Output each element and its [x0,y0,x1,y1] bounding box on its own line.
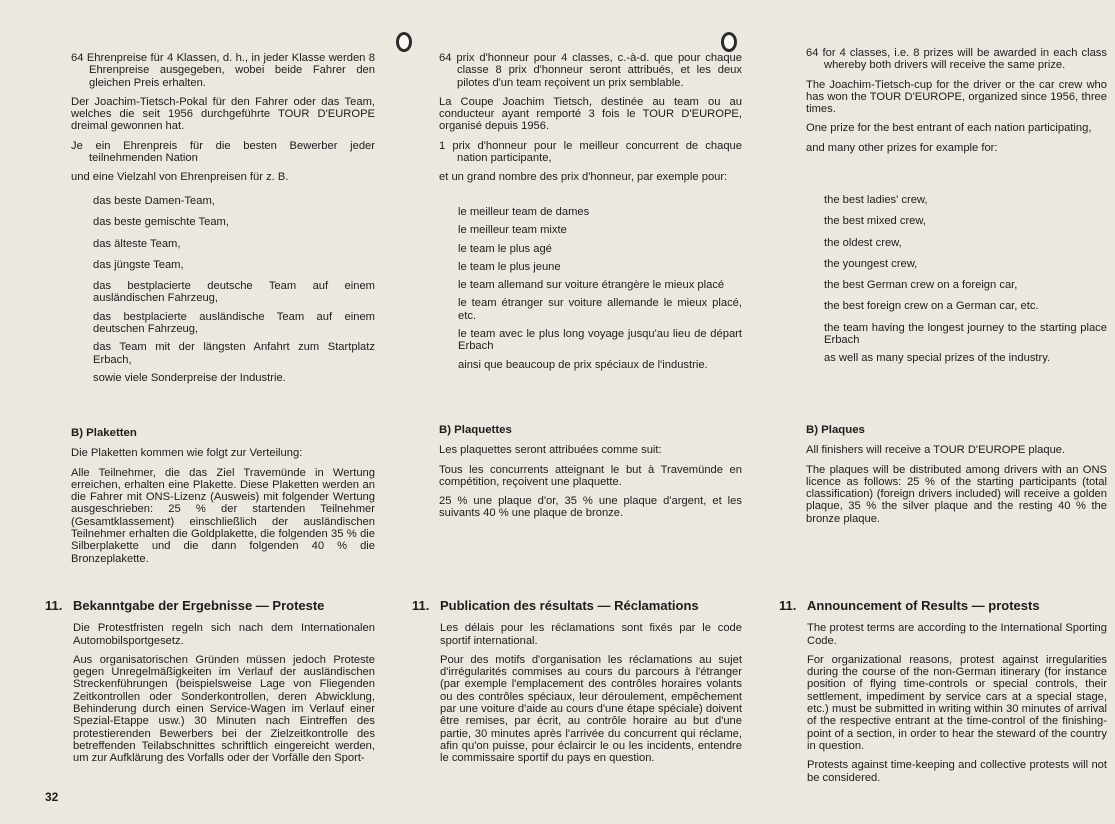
german-results-section [45,598,375,772]
paragraph: La Coupe Joachim Tietsch, destinée au team ou au conducteur ayant remporté 3 fois le TOUR D'EUROPE, organisé depuis 1956. [439,95,742,133]
french-results-section [412,598,742,772]
paragraph: The protest terms are according to the International Sporting Code. [807,622,1107,647]
list-item: das bestplacierte deutsche Team auf einem ausländischen Fahrzeug, [93,280,375,305]
list-item: le team avec le plus long voyage jusqu'au lieu de départ Erbach [458,328,742,353]
binder-hole [721,32,737,52]
list-item: the best mixed crew, [824,215,926,228]
german-prizes-column [71,52,375,191]
list-item: the oldest crew, [824,236,902,249]
paragraph: Tous les concurrents atteignant le but à Travemünde en compétition, reçoivent une plaquette. [439,463,742,488]
list-item: the team having the longest journey to the starting place Erbach [824,321,1107,347]
french-plaques [439,424,742,527]
paragraph: Alle Teilnehmer, die das Ziel Travemünde in Wertung erreichen, erhalten eine Plakette. Diese Plaketten werden an die Fahrer mit ONS-Lizenz (Ausweis) mit folgender Wertung ausgeschrieben: 25 % der startenden Teilnehmer (Gesamtklassement) einschließlich der ausländischen Teilnehmer erhalten die Goldplakette, die folgenden 35 % die Silberplakette und die dann folgenden 40 % die Bronzeplakette. [71,466,375,565]
paragraph: Aus organisatorischen Gründen müssen jedoch Proteste gegen Unregelmäßigkeiten im Verlauf der ausländischen Streckenführungen (beispielsweise Lage von Fliegenden Zeitkontrollen oder Sonderkontrollen, deren Abwicklung, Behinderung durch einen Service-Wagen im Verlauf einer Spezial-Etappe usw.) 30 Minuten nach Eintreffen des protestierenden Bewerbers bei der Zielzeitkontrolle des betreffenden Teilabschnittes schriftlich eingereicht werden, um zur Aufklärung des Vorfalls oder der Vorfälle den Sport- [73,653,375,765]
paragraph: The Joachim-Tietsch-cup for the driver or the car crew who has won the TOUR D'EUROPE, organized since 1956, three times. [806,78,1107,116]
binder-hole [396,32,412,52]
list-item: sowie viele Sonderpreise der Industrie. [93,371,286,384]
english-prizes-column [806,47,1107,161]
list-item: le team le plus jeune [458,260,561,273]
paragraph: One prize for the best entrant of each nation participating, [806,122,1092,135]
paragraph: 64 for 4 classes, i.e. 8 prizes will be awarded in each class whereby both drivers will receive the same prize. [806,47,1107,72]
english-results-section [779,598,1107,791]
german-prize-list [71,195,375,390]
french-prizes-column [439,52,742,191]
paragraph: 25 % une plaque d'or, 35 % une plaque d'argent, et les suivants 40 % une plaque de bronze. [439,495,742,520]
paragraph: et un grand nombre des prix d'honneur, par exemple pour: [439,171,728,184]
section-title [412,600,742,612]
section-heading: B) Plaketten [71,427,137,439]
section-title-text: Bekanntgabe der Ergebnisse — Proteste [73,598,325,613]
paragraph: 64 prix d'honneur pour 4 classes, c.-à-d. que pour chaque classe 8 prix d'honneur seront attribués, et les deux pilotes d'un team reçoivent un prix semblable. [439,52,742,89]
list-item: le team le plus agé [458,242,552,255]
english-plaques [806,424,1107,532]
list-item: the best German crew on a foreign car, [824,279,1018,292]
section-heading: B) Plaques [806,424,865,436]
section-number: 11. [412,598,430,613]
paragraph: Je ein Ehrenpreis für die besten Bewerber jeder teilnehmenden Nation [71,139,375,165]
list-item: le meilleur team mixte [458,224,567,237]
section-heading: B) Plaquettes [439,424,512,436]
section-number: 11. [779,598,797,613]
paragraph: The plaques will be distributed among drivers with an ONS licence as follows: 25 % of the starting participants (total classification) (foreign drivers included) will receive a golden plaque, 35 % the silver plaque and the resting 40 % the bronze plaque. [806,463,1107,525]
list-item: the best foreign crew on a German car, etc. [824,300,1039,313]
paragraph: For organizational reasons, protest against irregularities during the course of the non-German itinerary (for instance position of flying time-controls or special controls, their settlement, impediment by service cars at a special stage, etc.) must be submitted in writing within 30 minutes of arrival of the respective entrant at the time-control of the finishing-point of a section, in order to hear the steward of the country in question. [807,653,1107,752]
list-item: le team allemand sur voiture étrangère le mieux placé [458,279,725,292]
paragraph: Die Plaketten kommen wie folgt zur Verteilung: [71,447,303,460]
section-title-text: Publication des résultats — Réclamations [440,598,699,613]
english-prize-list [802,194,1107,371]
paragraph: Pour des motifs d'organisation les réclamations au sujet d'irrégularités commises au cours du parcours à l'étranger (par exemple l'emplacement des contrôles horaires volants ou des contrôles spéciaux, leur déroulement, empêchement par une voiture d'aide au cours d'une étape spéciale) doivent être remises, par écrit, au contrôle horaire au but d'une partie, 30 minutes après l'arrivée du concurrent qui réclame, afin qu'on puisse, pour éclaircir le ou les incidents, entendre le commissaire sportif du pays en question. [440,653,742,765]
list-item: das jüngste Team, [93,258,184,271]
list-item: as well as many special prizes of the industry. [824,352,1051,365]
section-number: 11. [45,598,63,613]
paragraph: and many other prizes for example for: [806,141,998,154]
paragraph: Les délais pour les réclamations sont fixés par le code sportif international. [440,622,742,647]
section-title-text: Announcement of Results — protests [807,598,1040,613]
list-item: das älteste Team, [93,237,181,250]
list-item: the youngest crew, [824,257,918,270]
list-item: das beste Damen-Team, [93,195,215,207]
paragraph: All finishers will receive a TOUR D'EUROPE plaque. [806,444,1066,457]
french-prize-list [436,206,742,377]
section-title [45,600,375,612]
paragraph: Die Protestfristen regeln sich nach dem Internationalen Automobilsportgesetz. [73,622,375,647]
list-item: das Team mit der längsten Anfahrt zum Startplatz Erbach, [93,341,375,366]
list-item: le meilleur team de dames [458,206,590,218]
list-item: das bestplacierte ausländische Team auf einem deutschen Fahrzeug, [93,310,375,336]
section-title [779,600,1107,612]
list-item: ainsi que beaucoup de prix spéciaux de l'industrie. [458,358,708,371]
page-number: 32 [45,790,59,804]
list-item: le team étranger sur voiture allemande le mieux placé, etc. [458,297,742,322]
paragraph: Les plaquettes seront attribuées comme suit: [439,444,662,457]
paragraph: 1 prix d'honneur pour le meilleur concurrent de chaque nation participante, [439,139,742,165]
paragraph: 64 Ehrenpreise für 4 Klassen, d. h., in jeder Klasse werden 8 Ehrenpreise ausgegeben, wobei beide Fahrer den gleichen Preis erhalten. [71,52,375,89]
paragraph: Protests against time-keeping and collective protests will not be considered. [807,759,1107,784]
list-item: das beste gemischte Team, [93,216,229,229]
paragraph: und eine Vielzahl von Ehrenpreisen für z. B. [71,171,289,184]
german-plaques [71,427,375,572]
paragraph: Der Joachim-Tietsch-Pokal für den Fahrer oder das Team, welches die seit 1956 durchgeführte TOUR D'EUROPE dreimal gewonnen hat. [71,95,375,133]
list-item: the best ladies' crew, [824,194,928,206]
